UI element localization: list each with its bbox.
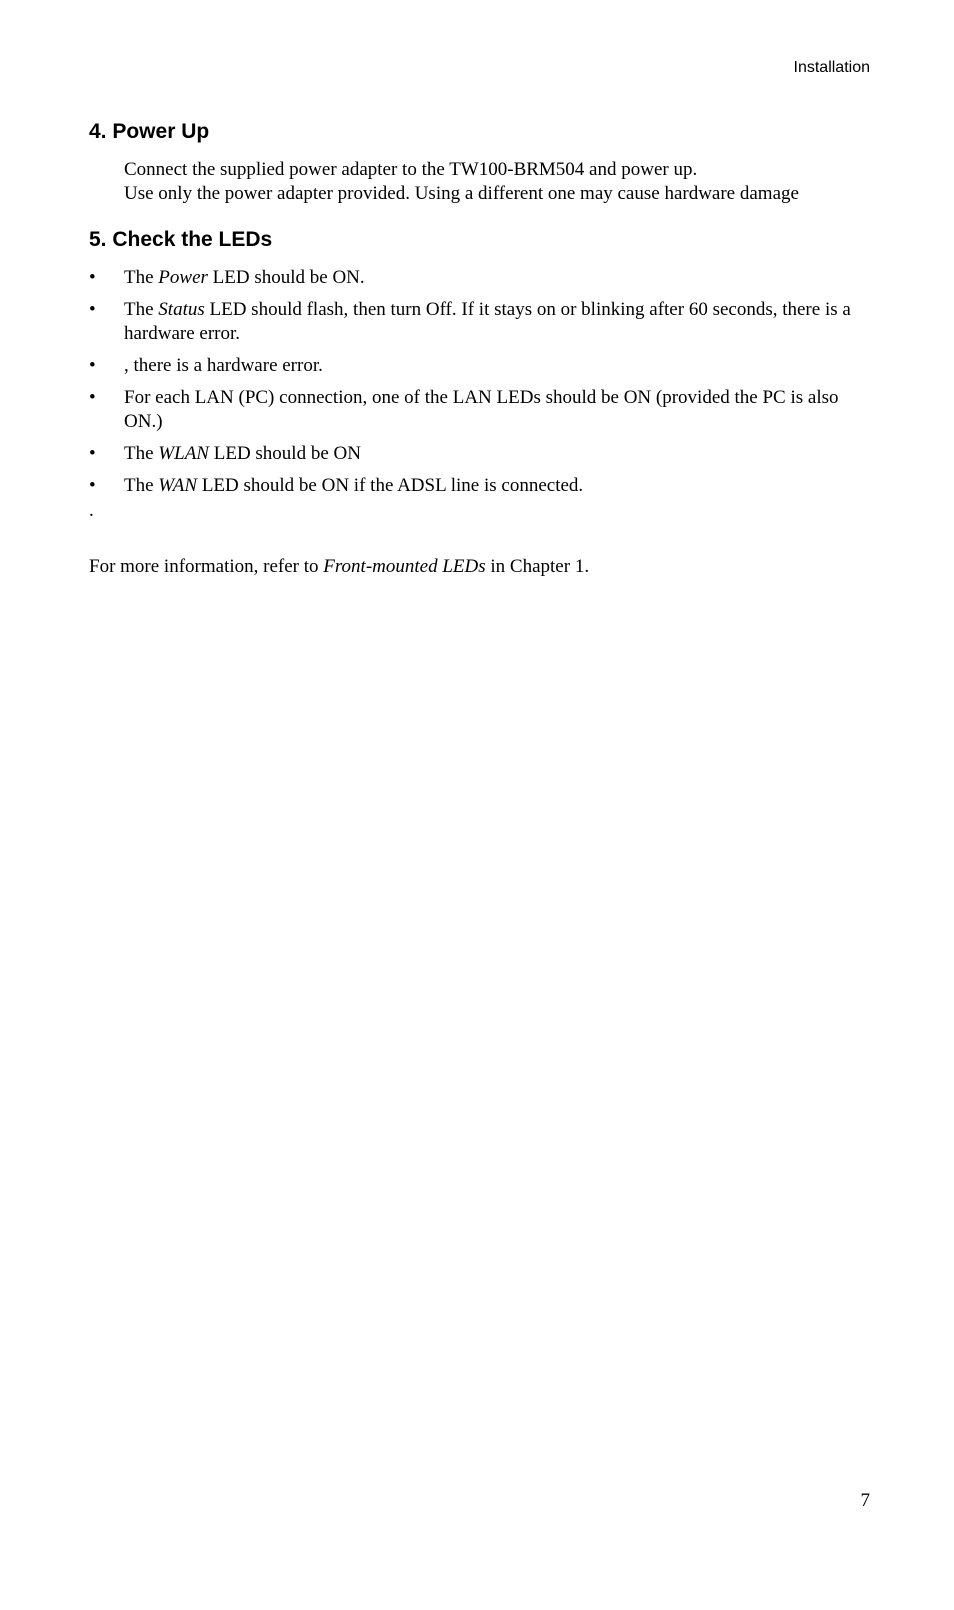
power-up-instruction: Connect the supplied power adapter to the TW100-BRM504 and power up. — [124, 159, 698, 180]
list-item-text: The — [124, 299, 159, 320]
list-item — [89, 386, 879, 434]
stray-period: . — [89, 500, 94, 521]
list-item — [89, 354, 879, 378]
list-item-text: LED should be ON — [208, 443, 361, 464]
list-item-text: LED should be ON. — [207, 267, 365, 288]
list-item — [89, 442, 879, 466]
bullet-icon: • — [89, 299, 96, 320]
list-item-emphasis: WAN — [158, 475, 198, 496]
list-item-emphasis: Power — [158, 267, 208, 288]
power-up-warning: Use only the power adapter provided. Using a different one may cause hardware damage — [124, 183, 799, 204]
page-number: 7 — [860, 1490, 870, 1511]
running-header: Installation — [793, 59, 870, 76]
heading-power-up: 4. Power Up — [89, 120, 210, 143]
cross-reference: Front-mounted LEDs — [323, 556, 486, 577]
list-item — [89, 298, 879, 346]
more-info-text: For more information, refer to — [89, 556, 324, 577]
more-info-text: in Chapter 1. — [485, 556, 590, 577]
bullet-icon: • — [89, 443, 96, 464]
bullet-icon: • — [89, 267, 96, 288]
list-item — [89, 474, 879, 498]
list-item-text: The — [124, 443, 159, 464]
more-info-paragraph — [89, 555, 589, 579]
list-item-text: , there is a hardware error. — [124, 355, 323, 376]
list-item-emphasis: Status — [158, 299, 205, 320]
bullet-icon: • — [89, 475, 96, 496]
list-item-text: For each LAN (PC) connection, one of the LAN LEDs should be ON (provided the PC is also ON.) — [124, 387, 839, 432]
bullet-icon: • — [89, 387, 96, 408]
heading-check-leds: 5. Check the LEDs — [89, 228, 273, 251]
list-item-text: LED should flash, then turn Off. If it stays on or blinking after 60 seconds, there is a hardware error. — [124, 299, 851, 344]
led-check-list — [89, 266, 879, 506]
list-item-emphasis: WLAN — [158, 443, 209, 464]
list-item — [89, 266, 879, 290]
bullet-icon: • — [89, 355, 96, 376]
list-item-text: The — [124, 267, 159, 288]
list-item-text: The — [124, 475, 159, 496]
list-item-text: LED should be ON if the ADSL line is connected. — [197, 475, 584, 496]
